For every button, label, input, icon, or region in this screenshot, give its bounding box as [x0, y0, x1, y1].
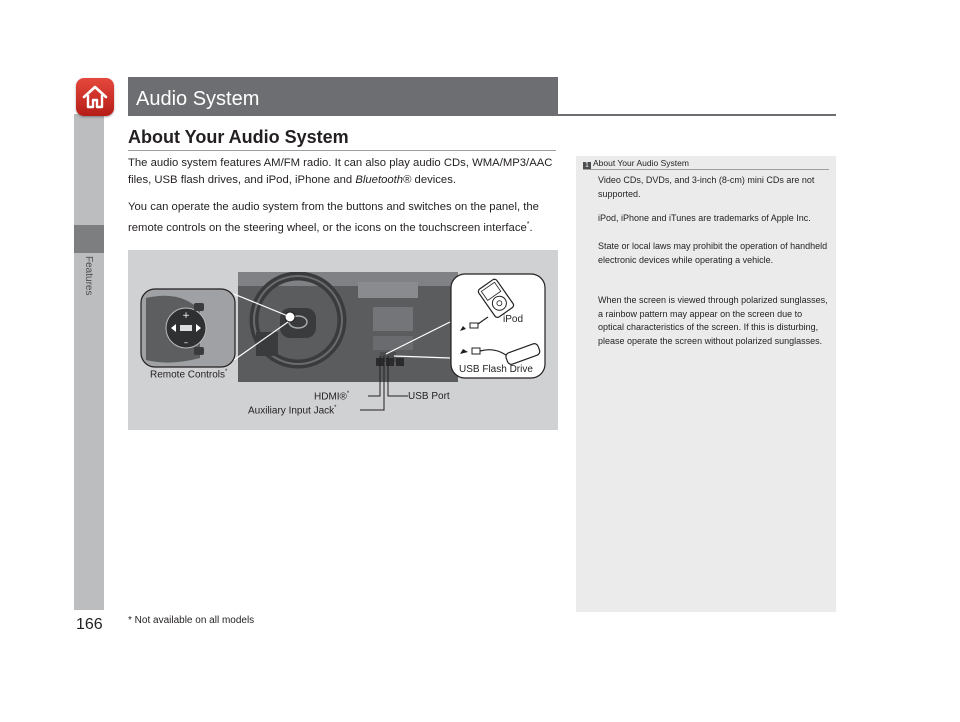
home-icon [81, 83, 109, 111]
side-label [82, 228, 98, 358]
body-text: You can operate the audio system from the buttons and switches on the panel, the remote controls on the steering wheel, or the icons on the touchscreen interface [128, 201, 539, 234]
page-number: 166 [76, 616, 103, 633]
remote-controls-label [150, 369, 227, 380]
svg-text:+: + [182, 311, 190, 321]
side-label-text: Features [83, 256, 94, 296]
bluetooth-word: Bluetooth [355, 174, 404, 186]
usb-port-label: USB Port [408, 391, 450, 402]
section-rule [128, 150, 556, 151]
body-paragraph-2 [128, 199, 558, 237]
memo-rule [583, 169, 829, 170]
svg-text:–: – [183, 338, 189, 348]
port-callout-lines [350, 356, 410, 416]
body-paragraph-1 [128, 155, 558, 189]
label-text: Auxiliary Input Jack [248, 405, 335, 417]
usb-flash-drive-label: USB Flash Drive [459, 364, 533, 375]
label-text: HDMI® [314, 391, 347, 403]
body-text: ® devices. [403, 174, 456, 186]
body-text: . [529, 221, 533, 234]
footnote-star: * [334, 405, 337, 411]
home-button[interactable] [76, 78, 114, 116]
memo-heading-text: About Your Audio System [593, 158, 689, 168]
label-text: Remote Controls [150, 369, 226, 381]
memo-paragraph: iPod, iPhone and iTunes are trademarks of Apple Inc. [598, 213, 811, 223]
chapter-title: Audio System [136, 88, 260, 110]
footnote-star: * [526, 221, 530, 228]
memo-paragraph: State or local laws may prohibit the operation of handheld electronic devices while operating a vehicle. [598, 241, 828, 265]
side-navigation-bar [74, 114, 104, 610]
ipod-label: iPod [503, 314, 524, 325]
memo-paragraph: Video CDs, DVDs, and 3-inch (8-cm) mini CDs are not supported. [598, 175, 815, 199]
remote-controls-inset [140, 288, 236, 368]
footnote: * Not available on all models [128, 615, 255, 626]
memo-paragraph: When the screen is viewed through polarized sunglasses, a rainbow pattern may appear on the screen due to optical characteristics of the screen. If this is disturbing, please operate the screen without polarized sunglasses. [598, 295, 828, 346]
body-text: The audio system features AM/FM radio. It can also play audio CDs, WMA/MP3/AAC files, USB flash drives, and iPod, iPhone and [128, 157, 553, 186]
usb-leader-lines [384, 320, 454, 360]
hdmi-label [314, 391, 349, 402]
footnote-star: * [346, 391, 350, 397]
remote-leader-lines [234, 290, 294, 364]
chapter-rule [128, 114, 836, 116]
aux-jack-label [248, 405, 337, 416]
section-title: About Your Audio System [128, 127, 349, 147]
footnote-star: * [225, 369, 228, 375]
memo-mark: 1 [583, 162, 591, 170]
